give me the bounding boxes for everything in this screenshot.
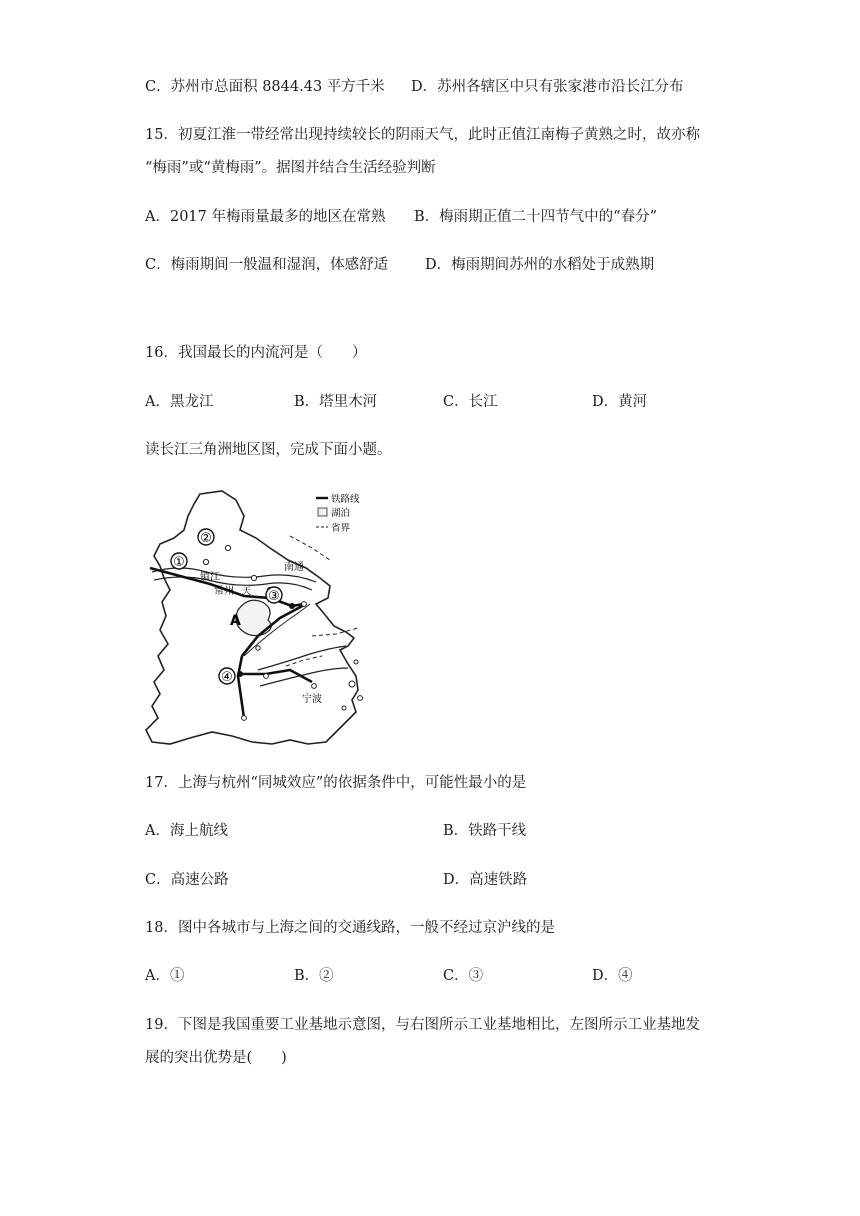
q19-stem-line1: 19．下图是我国重要工业基地示意图，与右图所示工业基地相比，左图所示工业基地发: [145, 1017, 700, 1033]
q18-option-a: A．①: [145, 968, 185, 984]
city-changzhou: 常州: [214, 586, 234, 597]
q15-option-a: A．2017 年梅雨量最多的地区在常熟: [145, 209, 386, 225]
q15-option-b: B．梅雨期正值二十四节气中的“春分”: [414, 209, 657, 225]
q15-option-d: D．梅雨期间苏州的水稻处于成熟期: [425, 257, 655, 273]
q14-option-d: D．苏州各辖区中只有张家港市沿长江分布: [411, 79, 684, 95]
q17-option-c: C．高速公路: [145, 872, 229, 888]
q18-option-b: B．②: [294, 968, 334, 984]
q15-stem-line1: 15．初夏江淮一带经常出现持续较长的阴雨天气，此时正值江南梅子黄熟之时，故亦称: [145, 127, 700, 143]
q18-stem: 18．图中各城市与上海之间的交通线路，一般不经过京沪线的是: [145, 920, 555, 936]
q16-option-b: B．塔里木河: [294, 394, 378, 410]
marker-2: ②: [200, 531, 212, 546]
char-tian: 天: [242, 587, 252, 597]
map-legend: [316, 493, 360, 534]
map-intro: 读长江三角洲地区图，完成下面小题。: [145, 442, 392, 458]
q15-option-c: C．梅雨期间一般温和湿润，体感舒适: [145, 257, 389, 273]
q17-option-b: B．铁路干线: [443, 823, 527, 839]
q17-stem: 17．上海与杭州“同城效应”的依据条件中，可能性最小的是: [145, 775, 527, 791]
q16-option-d: D．黄河: [592, 394, 648, 410]
q16-stem: 16．我国最长的内流河是（ ）: [145, 345, 367, 361]
province-border: [290, 536, 330, 560]
q17-option-a: A．海上航线: [145, 823, 228, 839]
marker-4: ④: [221, 670, 233, 685]
marker-a: A: [230, 613, 241, 629]
q16-option-c: C．长江: [443, 394, 498, 410]
q14-option-c: C．苏州市总面积 8844.43 平方千米: [145, 79, 385, 95]
yangtze-delta-map: [140, 486, 372, 748]
legend-border: 省界: [331, 523, 351, 534]
legend-railway: 铁路线: [331, 494, 360, 505]
q16-option-a: A．黑龙江: [145, 394, 214, 410]
city-ningbo: 宁波: [302, 694, 322, 705]
marker-3: ③: [268, 589, 280, 604]
legend-lake: 湖泊: [331, 508, 351, 519]
city-zhenjiang: 镇江: [200, 572, 220, 583]
q18-option-d: D．④: [592, 968, 633, 984]
q15-stem-line2: “梅雨”或“黄梅雨”。据图并结合生活经验判断: [145, 160, 436, 176]
city-nantong: 南通: [284, 562, 304, 573]
q17-option-d: D．高速铁路: [443, 872, 528, 888]
q18-option-c: C．③: [443, 968, 484, 984]
q19-stem-line2: 展的突出优势是( ): [145, 1050, 287, 1066]
marker-1: ①: [173, 555, 185, 570]
lake-legend-icon: [318, 508, 327, 516]
